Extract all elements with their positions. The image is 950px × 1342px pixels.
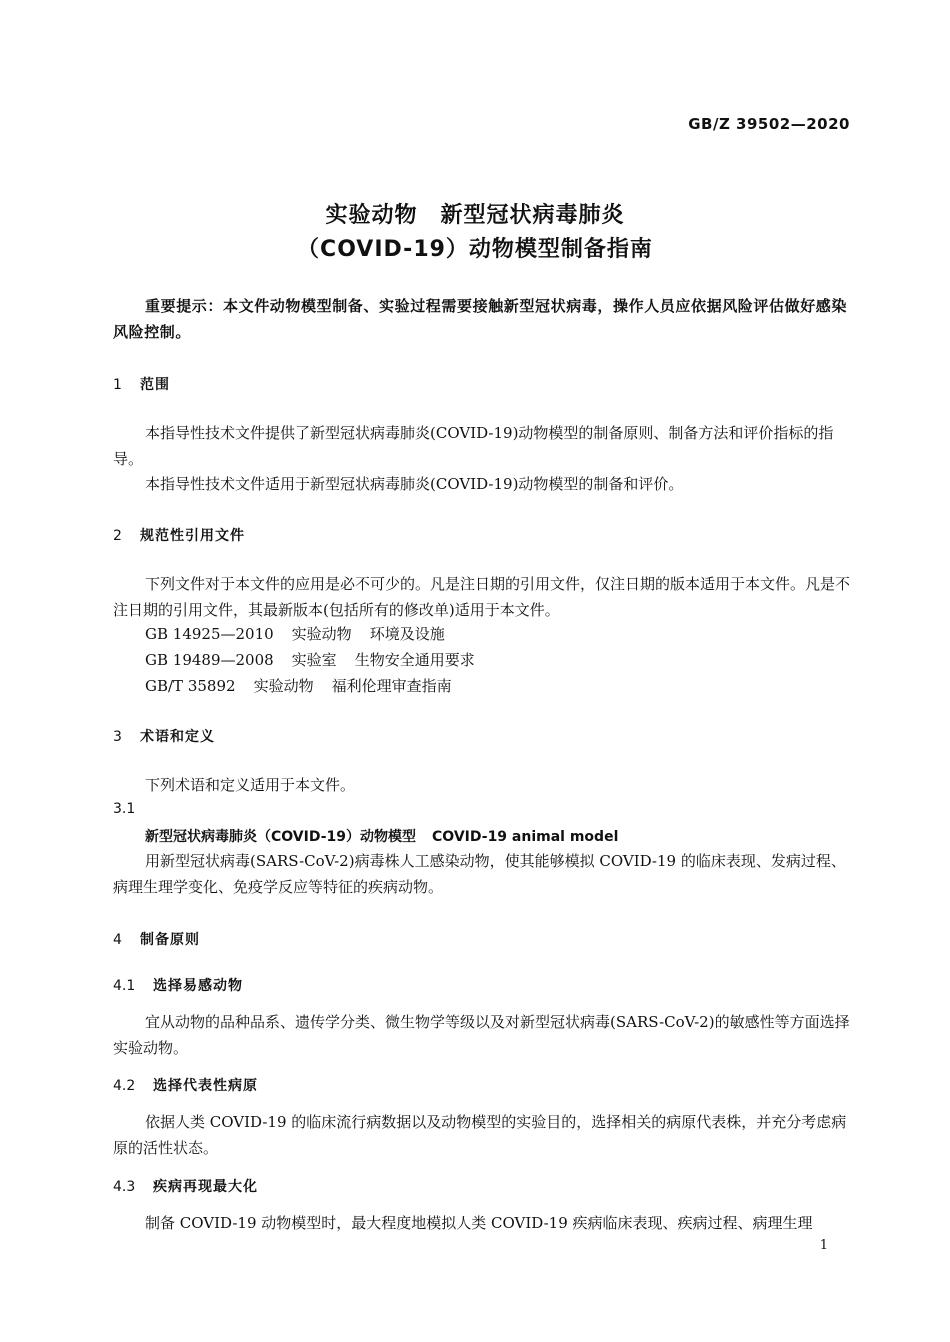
term-definition: 用新型冠状病毒(SARS-CoV-2)病毒株人工感染动物，使其能够模拟 COVID-19 的临床表现、发病过程、病理生理学变化、免疫学反应等特征的疾病动物。 bbox=[113, 852, 846, 896]
section-2-heading: 2 规范性引用文件 bbox=[113, 528, 245, 544]
standard-number: GB/Z 39502—2020 bbox=[688, 115, 850, 133]
section-4-heading: 4 制备原则 bbox=[113, 932, 200, 948]
section-4-1-paragraph: 宜从动物的品种品系、遗传学分类、微生物学等级以及对新型冠状病毒(SARS-CoV-2)的敏感性等方面选择实验动物。 bbox=[113, 1013, 850, 1057]
section-4-3-paragraph: 制备 COVID-19 动物模型时，最大程度地模拟人类 COVID-19 疾病临床表现、疾病过程、病理生理 bbox=[145, 1214, 813, 1232]
document-title-line1: 实验动物 新型冠状病毒肺炎 bbox=[325, 203, 625, 228]
section-1-paragraph-1: 本指导性技术文件提供了新型冠状病毒肺炎(COVID-19)动物模型的制备原则、制备方法和评价指标的指导。 bbox=[113, 424, 834, 468]
reference-item: GB 19489—2008 实验室 生物安全通用要求 bbox=[145, 651, 475, 669]
section-4-2-paragraph: 依据人类 COVID-19 的临床流行病数据以及动物模型的实验目的，选择相关的病原代表株，并充分考虑病原的活性状态。 bbox=[113, 1113, 847, 1157]
section-1-heading: 1 范围 bbox=[113, 377, 170, 393]
section-3-heading: 3 术语和定义 bbox=[113, 729, 215, 745]
section-3-paragraph: 下列术语和定义适用于本文件。 bbox=[145, 776, 356, 794]
term-number: 3.1 bbox=[113, 801, 136, 817]
reference-item: GB 14925—2010 实验动物 环境及设施 bbox=[145, 625, 445, 643]
document-title-line2: （COVID-19）动物模型制备指南 bbox=[297, 237, 653, 262]
term-title: 新型冠状病毒肺炎（COVID-19）动物模型 COVID-19 animal model bbox=[145, 829, 619, 845]
reference-item: GB/T 35892 实验动物 福利伦理审查指南 bbox=[145, 677, 452, 695]
section-1-paragraph-2: 本指导性技术文件适用于新型冠状病毒肺炎(COVID-19)动物模型的制备和评价。 bbox=[145, 475, 684, 493]
section-4-2-heading: 4.2 选择代表性病原 bbox=[113, 1078, 258, 1094]
safety-notice: 重要提示：本文件动物模型制备、实验过程需要接触新型冠状病毒，操作人员应依据风险评估做好感染风险控制。 bbox=[113, 297, 848, 341]
section-4-3-heading: 4.3 疾病再现最大化 bbox=[113, 1179, 258, 1195]
section-2-paragraph: 下列文件对于本文件的应用是必不可少的。凡是注日期的引用文件，仅注日期的版本适用于本文件。凡是不注日期的引用文件，其最新版本(包括所有的修改单)适用于本文件。 bbox=[113, 575, 851, 619]
page-number: 1 bbox=[819, 1238, 828, 1253]
section-4-1-heading: 4.1 选择易感动物 bbox=[113, 978, 243, 994]
